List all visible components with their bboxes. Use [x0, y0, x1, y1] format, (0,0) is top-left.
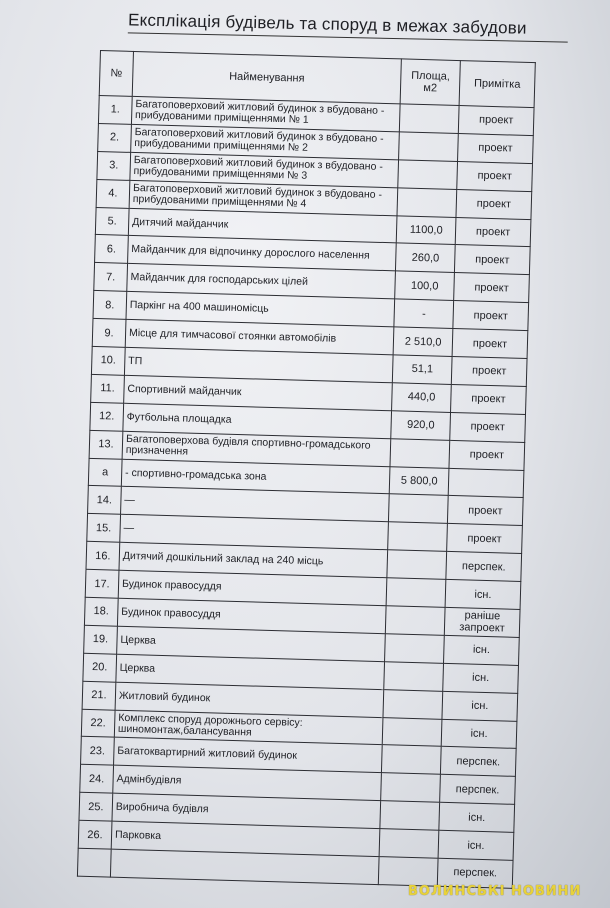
- row-area: 260,0: [396, 243, 456, 273]
- row-area: [382, 745, 442, 775]
- row-name: Майданчик для відпочинку дорослого населення: [127, 236, 396, 271]
- row-note: проект: [447, 524, 523, 554]
- row-name: Виробнича будівля: [112, 793, 381, 828]
- row-area: 100,0: [395, 271, 455, 301]
- row-note: проект: [451, 384, 527, 414]
- row-area: [381, 773, 441, 803]
- row-note: існ.: [442, 691, 518, 721]
- row-area: 5 800,0: [389, 466, 449, 496]
- row-area: 1100,0: [396, 215, 456, 245]
- row-area: 440,0: [392, 383, 452, 413]
- row-area: [386, 606, 446, 636]
- row-note: існ.: [438, 830, 514, 860]
- row-name: Місце для тимчасової стоянки автомобілів: [125, 319, 394, 354]
- row-name: Будинок правосуддя: [118, 570, 387, 605]
- row-name: Багатоквартирний житловий будинок: [113, 738, 382, 773]
- row-area: [399, 132, 459, 162]
- row-note: проект: [450, 412, 526, 442]
- row-note: перспек.: [441, 747, 517, 777]
- row-name: Парковка: [111, 821, 380, 856]
- row-area: [386, 578, 446, 608]
- header-number: №: [99, 51, 133, 97]
- row-number: 16.: [86, 542, 120, 571]
- row-area: 920,0: [391, 411, 451, 441]
- row-area: [378, 857, 438, 887]
- row-name: Дитячий майданчик: [128, 208, 397, 243]
- row-name: Багатоповерховий житловий будинок з вбудовано - прибудованими приміщеннями № 3: [130, 152, 399, 187]
- row-number: [77, 848, 111, 877]
- row-area: 51,1: [393, 355, 453, 385]
- row-note: проект: [452, 329, 528, 359]
- row-note: проект: [455, 217, 531, 247]
- row-name: Адмінбудівля: [113, 766, 382, 801]
- row-name: - спортивно-громадська зона: [121, 459, 390, 494]
- row-note: проект: [458, 106, 534, 136]
- row-name: Церква: [117, 626, 386, 661]
- table-body: [77, 95, 534, 888]
- row-note: перспек.: [437, 858, 513, 888]
- row-area: [382, 717, 442, 747]
- header-area: Площа, м2: [400, 59, 460, 106]
- row-name: ТП: [124, 347, 393, 382]
- row-name: Футбольна площадка: [123, 403, 392, 438]
- row-name: Багатоповерховий житловий будинок з вбудовано - прибудованими приміщеннями № 4: [129, 180, 398, 215]
- row-note: існ.: [441, 719, 517, 749]
- row-area: 2 510,0: [393, 327, 453, 357]
- row-number: 2.: [98, 123, 132, 152]
- watermark-logo: ВОЛИНСЬКІ НОВИНИ: [408, 884, 582, 899]
- row-note: проект: [455, 245, 531, 275]
- row-number: 26.: [78, 820, 112, 849]
- row-name: Церква: [116, 654, 385, 689]
- row-number: 17.: [85, 569, 119, 598]
- row-number: 4.: [96, 179, 130, 208]
- row-note: проект: [451, 356, 527, 386]
- row-number: 24.: [80, 765, 114, 794]
- row-note: проект: [454, 273, 530, 303]
- row-number: 15.: [87, 514, 121, 543]
- row-number: 19.: [84, 625, 118, 654]
- row-note: перспек.: [440, 775, 516, 805]
- row-note: існ.: [444, 635, 520, 665]
- row-number: 13.: [89, 430, 123, 459]
- row-number: 22.: [81, 709, 115, 738]
- row-name: Багатоповерховий житловий будинок з вбудовано - прибудованими приміщеннями № 1: [131, 96, 400, 131]
- row-name: —: [120, 515, 389, 550]
- row-name: Багатоповерховий житловий будинок з вбудовано - прибудованими приміщеннями № 2: [131, 124, 400, 159]
- row-note: перспек.: [446, 552, 522, 582]
- row-area: [397, 188, 457, 218]
- row-number: 1.: [98, 95, 132, 124]
- row-number: а: [88, 458, 122, 487]
- row-area: [390, 438, 450, 468]
- row-name: Житловий будинок: [115, 682, 384, 717]
- row-area: [385, 634, 445, 664]
- row-area: [383, 689, 443, 719]
- row-note: проект: [449, 440, 525, 470]
- row-number: 20.: [83, 653, 117, 682]
- row-note: [448, 468, 524, 498]
- row-area: [389, 494, 449, 524]
- row-area: [388, 522, 448, 552]
- header-note: Примітка: [459, 61, 535, 108]
- row-name: Паркінг на 400 машиномісць: [126, 292, 395, 327]
- row-note: раніше запроект: [444, 607, 520, 637]
- row-area: [380, 801, 440, 831]
- explication-table: [77, 50, 536, 889]
- row-name: Будинок правосуддя: [117, 598, 386, 633]
- row-number: 25.: [79, 792, 113, 821]
- row-note: існ.: [439, 803, 515, 833]
- header-name: Найменування: [132, 51, 401, 103]
- row-note: існ.: [443, 663, 519, 693]
- row-name: Спортивний майданчик: [124, 375, 393, 410]
- row-number: 11.: [91, 374, 125, 403]
- row-note: проект: [456, 189, 532, 219]
- row-area: [384, 662, 444, 692]
- row-number: 9.: [92, 319, 126, 348]
- row-number: 14.: [88, 486, 122, 515]
- row-number: 10.: [91, 346, 125, 375]
- row-name: Дитячий дошкільний заклад на 240 місць: [119, 542, 388, 577]
- row-area: [400, 104, 460, 134]
- row-note: проект: [453, 301, 529, 331]
- row-name: Майданчик для господарських цілей: [127, 264, 396, 299]
- row-number: 5.: [95, 207, 129, 236]
- row-number: 7.: [94, 263, 128, 292]
- row-name: Комплекс споруд дорожнього сервісу: шиномонтаж,балансування: [114, 710, 383, 745]
- document-title: Експлікація будівель та споруд в межах забудови: [128, 9, 568, 42]
- row-number: 12.: [90, 402, 124, 431]
- row-number: 8.: [93, 291, 127, 320]
- row-number: 6.: [95, 235, 129, 264]
- row-area: [398, 160, 458, 190]
- row-number: 3.: [97, 151, 131, 180]
- row-area: -: [394, 299, 454, 329]
- row-note: проект: [448, 496, 524, 526]
- row-name: —: [120, 487, 389, 522]
- row-area: [387, 550, 447, 580]
- row-name: Багатоповерхова будівля спортивно-громадського призначення: [122, 431, 391, 466]
- row-note: існ.: [445, 580, 521, 610]
- row-area: [379, 829, 439, 859]
- row-note: проект: [458, 133, 534, 163]
- row-number: 23.: [81, 737, 115, 766]
- row-number: 18.: [84, 597, 118, 626]
- row-note: проект: [457, 161, 533, 191]
- row-number: 21.: [82, 681, 116, 710]
